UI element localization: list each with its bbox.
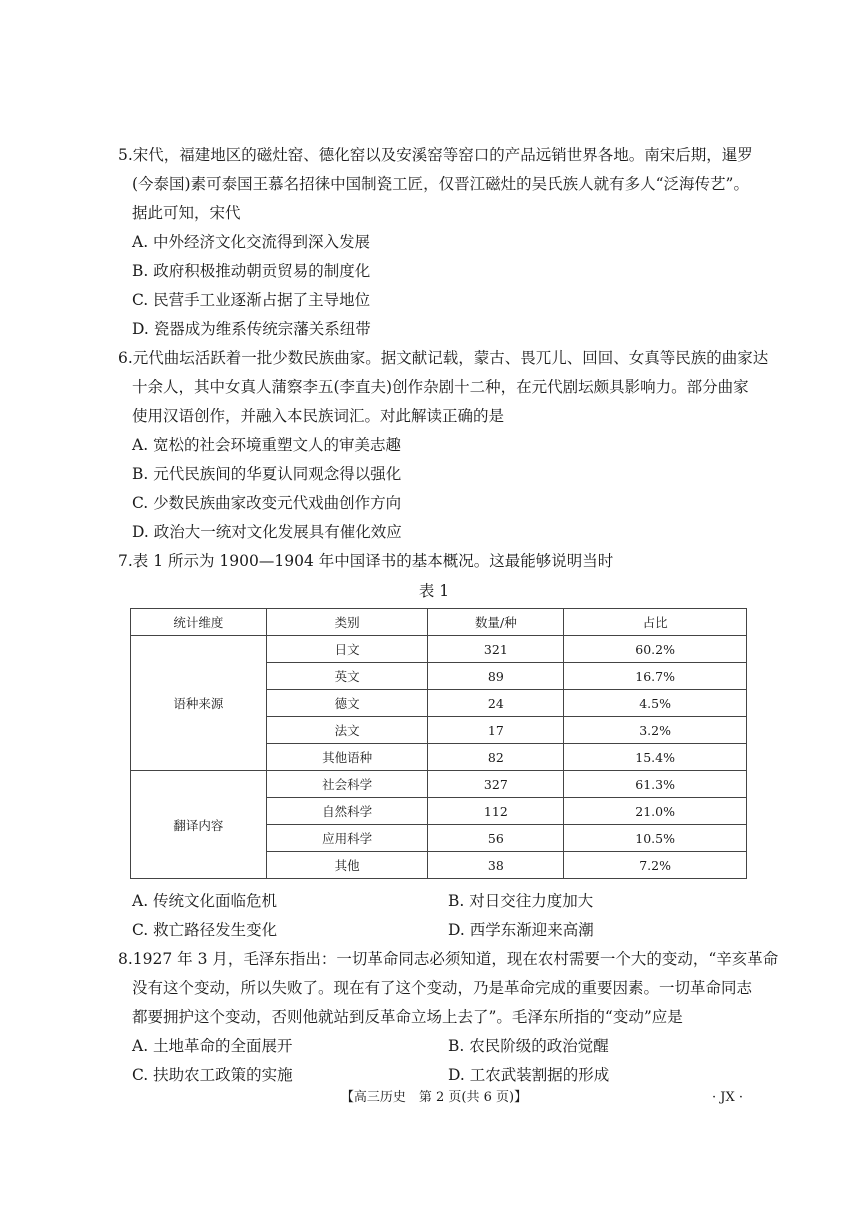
question-5 [118,141,758,344]
table-cell-category: 自然科学 [266,798,428,825]
table-cell-category: 其他语种 [266,744,428,771]
question-8-option-b[interactable]: B. 农民阶级的政治觉醒 [448,1037,609,1055]
question-6-stem-line-2: 十余人，其中女真人蒲察李五(李直夫)创作杂剧十二种，在元代剧坛颇具影响力。部分曲家 [132,378,749,396]
table-cell-category: 法文 [266,717,428,744]
table-cell-category: 德文 [266,690,428,717]
table-cell-ratio: 16.7% [564,663,747,690]
table-cell-ratio: 10.5% [564,825,747,852]
question-6 [118,344,769,547]
question-5-option-a[interactable]: A. 中外经济文化交流得到深入发展 [132,233,371,251]
question-5-stem-line-3: 据此可知，宋代 [132,204,241,222]
translation-table [130,608,747,879]
question-8-options-row-1 [118,1032,758,1061]
table-cell-count: 89 [428,663,564,690]
table-row [131,636,747,663]
table-cell-ratio: 15.4% [564,744,747,771]
table-caption: 表 1 [418,582,450,600]
table-cell-count: 24 [428,690,564,717]
question-6-option-d[interactable]: D. 政治大一统对文化发展具有催化效应 [132,523,402,541]
table-header-ratio: 占比 [564,609,747,636]
question-8-stem-line-2: 没有这个变动，所以失败了。现在有了这个变动，乃是革命完成的重要因素。一切革命同志 [132,979,753,997]
table-cell-category: 应用科学 [266,825,428,852]
table-group-language-source: 语种来源 [131,636,267,771]
question-5-stem-line-1: 5.宋代，福建地区的磁灶窑、德化窑以及安溪窑等窑口的产品远销世界各地。南宋后期，暹罗 [118,146,753,164]
question-7-options-row-1 [118,887,758,916]
table-cell-category: 日文 [266,636,428,663]
question-6-option-a[interactable]: A. 宽松的社会环境重塑文人的审美志趣 [132,436,402,454]
table-cell-category: 社会科学 [266,771,428,798]
table-cell-count: 112 [428,798,564,825]
question-8-option-c[interactable]: C. 扶助农工政策的实施 [132,1066,293,1084]
table-cell-count: 56 [428,825,564,852]
question-5-option-c[interactable]: C. 民营手工业逐渐占据了主导地位 [132,291,371,309]
question-8-stem-line-3: 都要拥护这个变动，否则他就站到反革命立场上去了”。毛泽东所指的“变动”应是 [132,1008,683,1026]
table-cell-count: 321 [428,636,564,663]
question-5-option-d[interactable]: D. 瓷器成为维系传统宗藩关系纽带 [132,320,371,338]
question-6-option-b[interactable]: B. 元代民族间的华夏认同观念得以强化 [132,465,402,483]
table-cell-count: 17 [428,717,564,744]
question-7-option-d[interactable]: D. 西学东渐迎来高潮 [448,921,594,939]
table-header-category: 类别 [266,609,428,636]
table-header-dimension: 统计维度 [131,609,267,636]
question-8-option-d[interactable]: D. 工农武装割据的形成 [448,1066,610,1084]
page-footer: 【高三历史 第 2 页(共 6 页)】 [340,1090,528,1105]
table-cell-category: 其他 [266,852,428,879]
question-7-option-c[interactable]: C. 救亡路径发生变化 [132,921,278,939]
question-8-options-row-2 [118,1061,758,1090]
table-cell-count: 82 [428,744,564,771]
table-row [131,771,747,798]
question-6-stem-line-1: 6.元代曲坛活跃着一批少数民族曲家。据文献记载，蒙古、畏兀儿、回回、女真等民族的曲家达 [118,349,769,367]
table-cell-count: 38 [428,852,564,879]
table-cell-category: 英文 [266,663,428,690]
table-header-count: 数量/种 [428,609,564,636]
table-header-row [131,609,747,636]
question-7-option-a[interactable]: A. 传统文化面临危机 [132,892,278,910]
table-cell-ratio: 61.3% [564,771,747,798]
table-cell-count: 327 [428,771,564,798]
question-5-option-b[interactable]: B. 政府积极推动朝贡贸易的制度化 [132,262,371,280]
table-cell-ratio: 4.5% [564,690,747,717]
page-footer-code: · JX · [712,1090,743,1105]
question-8-option-a[interactable]: A. 土地革命的全面展开 [132,1037,293,1055]
question-7-options-row-2 [118,916,758,945]
table-cell-ratio: 7.2% [564,852,747,879]
table-cell-ratio: 3.2% [564,717,747,744]
table-group-translation-content: 翻译内容 [131,771,267,879]
question-5-stem-line-2: (今泰国)素可泰国王慕名招徕中国制瓷工匠，仅晋江磁灶的吴氏族人就有多人“泛海传艺”。 [132,175,749,193]
question-6-stem-line-3: 使用汉语创作，并融入本民族词汇。对此解读正确的是 [132,407,505,425]
question-7-stem: 7.表 1 所示为 1900—1904 年中国译书的基本概况。这最能够说明当时 [118,552,614,570]
question-7-options [118,887,758,945]
question-7 [118,547,758,576]
question-8 [118,945,779,1090]
question-8-stem-line-1: 8.1927 年 3 月，毛泽东指出：一切革命同志必须知道，现在农村需要一个大的变动，“辛亥革命 [118,950,779,968]
table-cell-ratio: 60.2% [564,636,747,663]
question-6-option-c[interactable]: C. 少数民族曲家改变元代戏曲创作方向 [132,494,402,512]
table-cell-ratio: 21.0% [564,798,747,825]
question-7-option-b[interactable]: B. 对日交往力度加大 [448,892,594,910]
